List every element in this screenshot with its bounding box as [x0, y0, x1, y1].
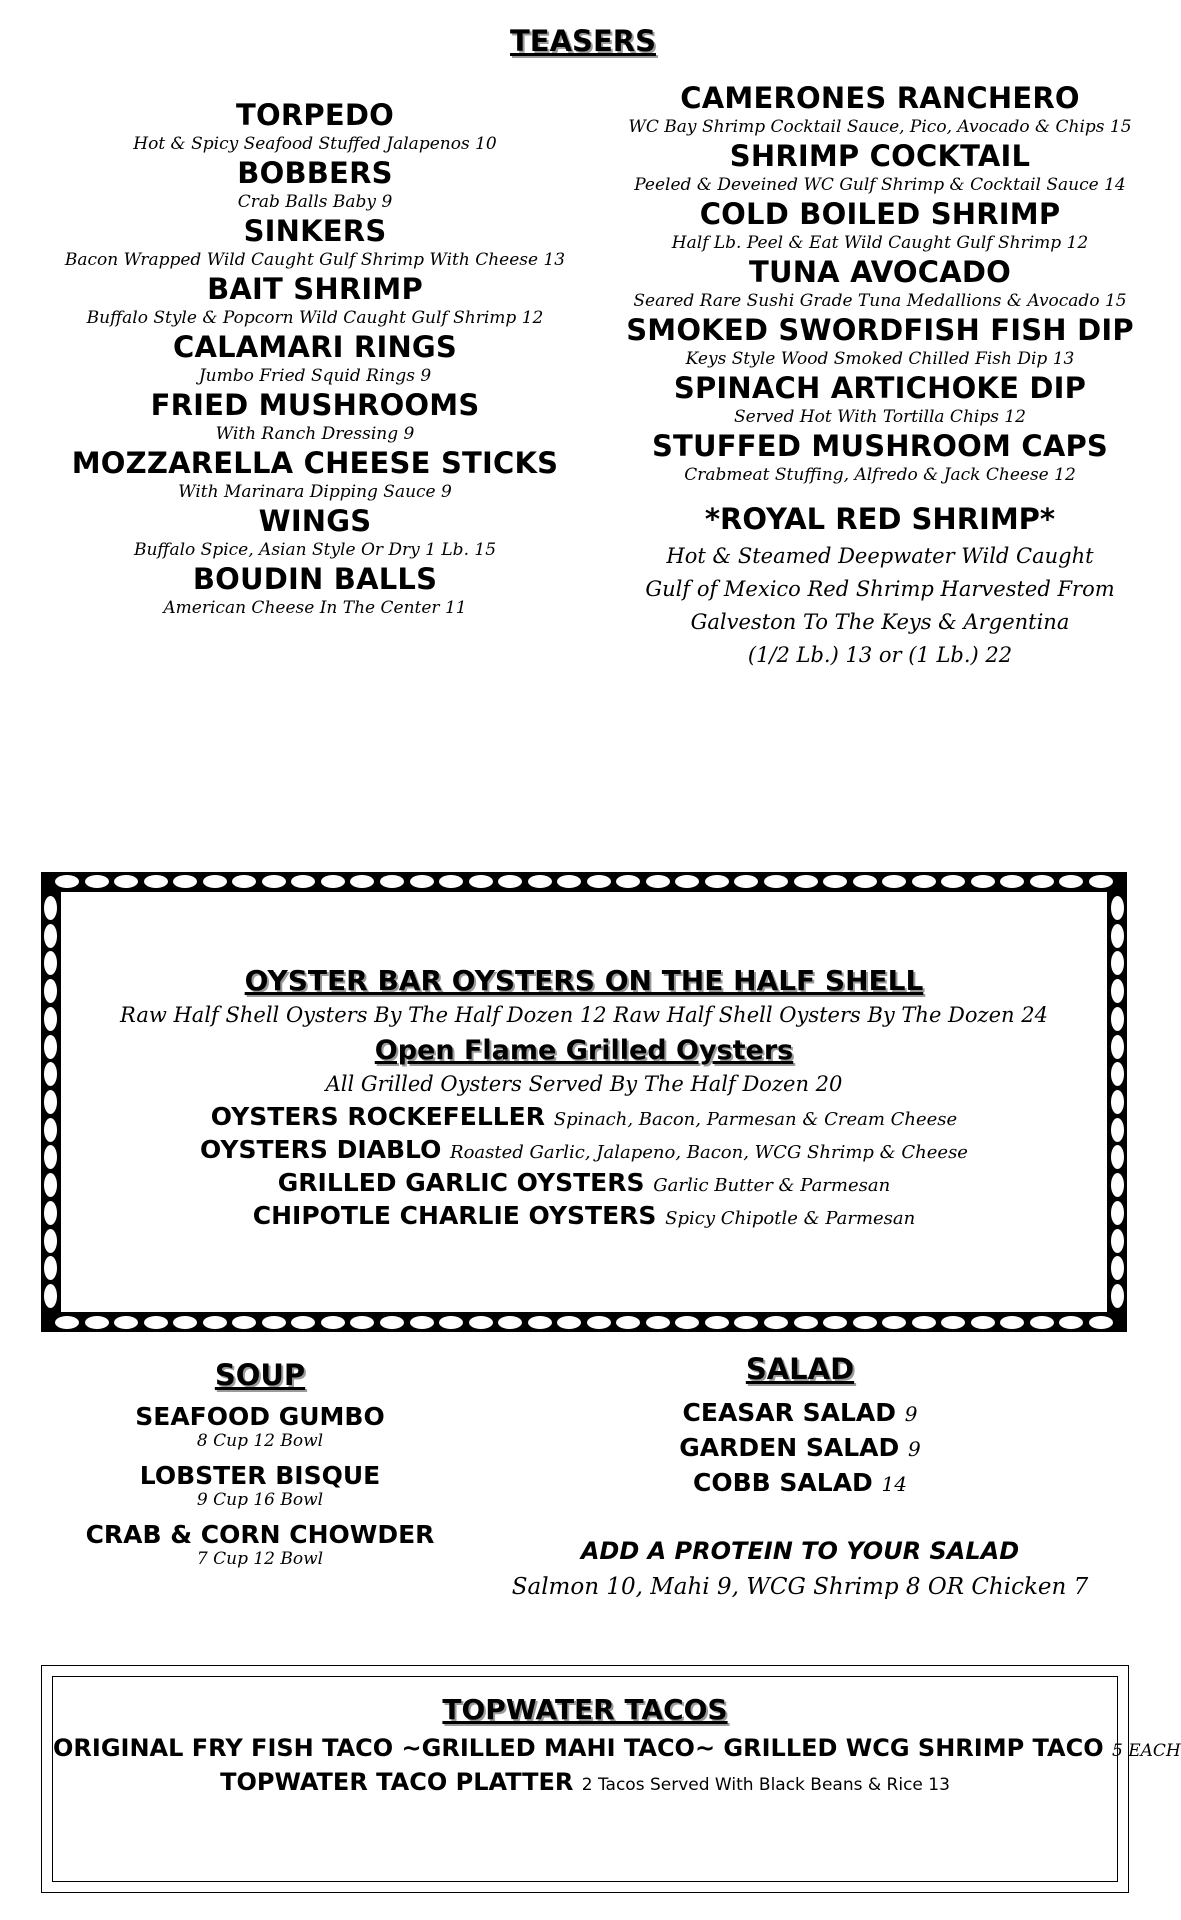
royal-red-section	[590, 502, 1170, 672]
border-dot	[85, 875, 109, 888]
border-dot	[350, 875, 374, 888]
border-dot	[380, 875, 404, 888]
border-dot	[823, 875, 847, 888]
menu-item-name: WINGS	[258, 504, 372, 538]
royal-red-line: (1/2 Lb.) 13 or (1 Lb.) 22	[747, 643, 1013, 667]
menu-item	[25, 271, 605, 329]
oyster-item	[61, 1201, 1107, 1230]
border-dot	[764, 1316, 788, 1329]
border-dot	[44, 1284, 57, 1308]
oyster-bar-frame	[41, 872, 1127, 1332]
menu-item-name: MOZZARELLA CHEESE STICKS	[71, 446, 559, 480]
border-dot	[114, 1316, 138, 1329]
menu-item-name: STUFFED MUSHROOM CAPS	[651, 429, 1109, 463]
menu-item-desc: Seared Rare Sushi Grade Tuna Medallions & Avocado 15	[633, 291, 1127, 311]
menu-item	[590, 196, 1170, 254]
border-dot	[823, 1316, 847, 1329]
menu-item	[25, 445, 605, 503]
border-dot	[587, 875, 611, 888]
soup-item-name: SEAFOOD GUMBO	[135, 1402, 385, 1431]
border-dot	[44, 979, 57, 1003]
oyster-item-name: CHIPOTLE CHARLIE OYSTERS	[252, 1201, 657, 1230]
tacos-frame	[41, 1665, 1181, 1893]
oyster-bar-panel	[61, 892, 1107, 1312]
border-dot	[321, 875, 345, 888]
soup-item	[60, 1520, 460, 1569]
royal-red-line: Gulf of Mexico Red Shrimp Harvested From	[645, 577, 1115, 601]
royal-red-title: *ROYAL RED SHRIMP*	[704, 502, 1056, 536]
teasers-title: TEASERS	[510, 24, 656, 58]
border-dot	[1111, 1256, 1124, 1280]
border-dot	[55, 875, 79, 888]
salad-item-name: CEASAR SALAD	[682, 1398, 896, 1427]
menu-item	[590, 370, 1170, 428]
border-dot	[528, 875, 552, 888]
border-dot	[44, 1256, 57, 1280]
border-dot	[882, 1316, 906, 1329]
border-dot	[1111, 979, 1124, 1003]
border-dot	[1111, 1145, 1124, 1169]
border-dot	[557, 1316, 581, 1329]
border-dot	[1111, 1201, 1124, 1225]
menu-item	[590, 428, 1170, 486]
border-dot	[912, 875, 936, 888]
menu-item	[25, 213, 605, 271]
border-dot	[173, 1316, 197, 1329]
border-dot	[1000, 875, 1024, 888]
menu-item-desc: WC Bay Shrimp Cocktail Sauce, Pico, Avocado & Chips 15	[628, 117, 1132, 137]
border-dot	[1111, 1229, 1124, 1253]
protein-line: Salmon 10, Mahi 9, WCG Shrimp 8 OR Chicken 7	[511, 1574, 1089, 1600]
menu-item	[590, 254, 1170, 312]
border-dot	[144, 875, 168, 888]
menu-item-name: CALAMARI RINGS	[172, 330, 458, 364]
salad-item-name: GARDEN SALAD	[679, 1433, 900, 1462]
border-dot	[734, 875, 758, 888]
soup-title: SOUP	[214, 1358, 306, 1392]
border-dot	[941, 875, 965, 888]
menu-item-desc: American Cheese In The Center 11	[163, 598, 467, 618]
salad-title: SALAD	[745, 1352, 855, 1386]
border-dot	[114, 875, 138, 888]
border-dot	[469, 875, 493, 888]
border-dot	[410, 875, 434, 888]
menu-item-name: BOUDIN BALLS	[192, 562, 438, 596]
menu-item-desc: With Marinara Dipping Sauce 9	[178, 482, 452, 502]
border-dot	[646, 875, 670, 888]
royal-red-line: Hot & Steamed Deepwater Wild Caught	[666, 544, 1094, 568]
menu-item-name: SHRIMP COCKTAIL	[729, 139, 1031, 173]
soup-section	[60, 1358, 460, 1579]
tacos-panel	[52, 1676, 1181, 1882]
menu-item	[25, 387, 605, 445]
menu-item-name: SMOKED SWORDFISH FISH DIP	[626, 313, 1134, 347]
menu-item-name: COLD BOILED SHRIMP	[699, 197, 1061, 231]
border-dot	[646, 1316, 670, 1329]
border-dot	[1111, 951, 1124, 975]
salad-item	[500, 1398, 1100, 1427]
border-dot	[1111, 1173, 1124, 1197]
soup-item-desc: 8 Cup 12 Bowl	[196, 1431, 324, 1451]
border-dot	[203, 875, 227, 888]
menu-item	[25, 329, 605, 387]
border-dot	[85, 1316, 109, 1329]
menu-item-name: CAMERONES RANCHERO	[680, 81, 1080, 115]
protein-title: ADD A PROTEIN TO YOUR SALAD	[580, 1537, 1020, 1565]
border-dot	[262, 875, 286, 888]
border-dot	[1089, 1316, 1113, 1329]
border-dot	[1111, 924, 1124, 948]
border-dot	[557, 875, 581, 888]
border-dot	[1111, 1284, 1124, 1308]
border-dot	[1111, 1062, 1124, 1086]
menu-item-desc: Crabmeat Stuffing, Alfredo & Jack Cheese 12	[684, 465, 1076, 485]
border-dot	[144, 1316, 168, 1329]
border-dot	[173, 875, 197, 888]
menu-item-desc: Hot & Spicy Seafood Stuffed Jalapenos 10	[133, 134, 497, 154]
menu-item-name: TUNA AVOCADO	[748, 255, 1012, 289]
menu-item-name: BOBBERS	[237, 156, 393, 190]
border-dot	[1059, 875, 1083, 888]
border-dot	[1030, 1316, 1054, 1329]
border-dot	[675, 1316, 699, 1329]
oyster-item	[61, 1102, 1107, 1131]
border-dot	[321, 1316, 345, 1329]
border-dot	[44, 1062, 57, 1086]
border-dot	[705, 875, 729, 888]
border-dot	[1111, 896, 1124, 920]
menu-item-desc: Crab Balls Baby 9	[237, 192, 393, 212]
oyster-item-desc: Spinach, Bacon, Parmesan & Cream Cheese	[553, 1109, 958, 1130]
taco-platter-name: TOPWATER TACO PLATTER	[220, 1768, 574, 1796]
border-dot	[44, 924, 57, 948]
soup-item-desc: 7 Cup 12 Bowl	[196, 1549, 324, 1569]
salad-item-price: 14	[881, 1472, 907, 1496]
menu-item-name: TORPEDO	[236, 98, 394, 132]
menu-item	[25, 155, 605, 213]
soup-item	[60, 1402, 460, 1451]
border-dot	[410, 1316, 434, 1329]
oyster-item-name: GRILLED GARLIC OYSTERS	[277, 1168, 645, 1197]
salad-item-name: COBB SALAD	[693, 1468, 873, 1497]
border-dot	[44, 1118, 57, 1142]
border-dot	[587, 1316, 611, 1329]
border-dot	[498, 1316, 522, 1329]
border-dot	[971, 875, 995, 888]
menu-item-name: BAIT SHRIMP	[207, 272, 423, 306]
soup-item-desc: 9 Cup 16 Bowl	[196, 1490, 324, 1510]
taco-platter-line	[53, 1768, 1117, 1796]
oyster-bar-title: OYSTER BAR OYSTERS ON THE HALF SHELL	[244, 964, 924, 997]
border-dot	[232, 1316, 256, 1329]
menu-item-desc: Jumbo Fried Squid Rings 9	[198, 366, 432, 386]
border-dot	[439, 875, 463, 888]
salad-item-price: 9	[904, 1402, 918, 1426]
border-dot	[44, 1145, 57, 1169]
border-dot	[705, 1316, 729, 1329]
border-dot	[941, 1316, 965, 1329]
border-dot	[853, 875, 877, 888]
raw-oysters-line: Raw Half Shell Oysters By The Half Dozen 12 Raw Half Shell Oysters By The Dozen 24	[120, 1003, 1048, 1027]
tacos-title: TOPWATER TACOS	[442, 1693, 728, 1726]
tacos-types: ORIGINAL FRY FISH TACO ~GRILLED MAHI TACO~ GRILLED WCG SHRIMP TACO	[53, 1734, 1104, 1762]
border-dot	[44, 1090, 57, 1114]
menu-item-desc: With Ranch Dressing 9	[215, 424, 415, 444]
oyster-item-name: OYSTERS DIABLO	[200, 1135, 442, 1164]
border-dot	[616, 1316, 640, 1329]
border-dot	[44, 896, 57, 920]
oyster-item-desc: Roasted Garlic, Jalapeno, Bacon, WCG Shrimp & Cheese	[450, 1142, 968, 1163]
salad-section	[500, 1352, 1100, 1604]
border-dot	[734, 1316, 758, 1329]
menu-item-desc: Keys Style Wood Smoked Chilled Fish Dip 13	[685, 349, 1075, 369]
border-dot	[55, 1316, 79, 1329]
grilled-oysters-note: All Grilled Oysters Served By The Half Dozen 20	[325, 1072, 843, 1096]
border-dot	[44, 1229, 57, 1253]
menu-item-desc: Buffalo Style & Popcorn Wild Caught Gulf Shrimp 12	[86, 308, 544, 328]
menu-item	[590, 138, 1170, 196]
soup-item	[60, 1461, 460, 1510]
border-dot	[794, 875, 818, 888]
border-dot	[350, 1316, 374, 1329]
menu-item-name: FRIED MUSHROOMS	[150, 388, 480, 422]
royal-red-line: Galveston To The Keys & Argentina	[690, 610, 1070, 634]
border-dot	[291, 875, 315, 888]
border-dot	[1089, 875, 1113, 888]
oyster-item-desc: Garlic Butter & Parmesan	[653, 1175, 891, 1196]
border-dot	[616, 875, 640, 888]
menu-item-desc: Served Hot With Tortilla Chips 12	[734, 407, 1026, 427]
border-dot	[44, 1201, 57, 1225]
menu-item	[590, 312, 1170, 370]
border-dot	[44, 951, 57, 975]
oyster-item	[61, 1135, 1107, 1164]
border-dot	[853, 1316, 877, 1329]
menu-item	[25, 97, 605, 155]
menu-item	[25, 561, 605, 619]
tacos-price: 5 EACH	[1112, 1741, 1181, 1761]
menu-item-desc: Half Lb. Peel & Eat Wild Caught Gulf Shrimp 12	[671, 233, 1089, 253]
oyster-item-desc: Spicy Chipotle & Parmesan	[665, 1208, 916, 1229]
menu-item-desc: Peeled & Deveined WC Gulf Shrimp & Cocktail Sauce 14	[634, 175, 1126, 195]
tacos-line	[53, 1734, 1181, 1762]
soup-item-name: CRAB & CORN CHOWDER	[85, 1520, 435, 1549]
teasers-left-column	[25, 97, 605, 619]
border-dot	[1111, 1035, 1124, 1059]
border-dot	[262, 1316, 286, 1329]
salad-item	[500, 1468, 1100, 1497]
menu-item	[590, 80, 1170, 138]
border-dot	[794, 1316, 818, 1329]
teasers-right-column	[590, 80, 1170, 672]
menu-item-desc: Buffalo Spice, Asian Style Or Dry 1 Lb. 15	[133, 540, 497, 560]
border-dot	[971, 1316, 995, 1329]
menu-item	[25, 503, 605, 561]
oyster-item	[61, 1168, 1107, 1197]
taco-platter-desc: 2 Tacos Served With Black Beans & Rice 13	[581, 1775, 950, 1795]
border-dot	[291, 1316, 315, 1329]
border-dot	[912, 1316, 936, 1329]
border-dot	[1111, 1007, 1124, 1031]
border-dot	[44, 1035, 57, 1059]
menu-item-name: SINKERS	[243, 214, 387, 248]
border-dot	[764, 875, 788, 888]
border-dot	[380, 1316, 404, 1329]
border-dot	[1030, 875, 1054, 888]
border-dot	[882, 875, 906, 888]
border-dot	[232, 875, 256, 888]
grilled-oysters-title: Open Flame Grilled Oysters	[374, 1035, 794, 1066]
border-dot	[44, 1007, 57, 1031]
border-dot	[1059, 1316, 1083, 1329]
border-dot	[203, 1316, 227, 1329]
border-dot	[498, 875, 522, 888]
oyster-item-name: OYSTERS ROCKEFELLER	[210, 1102, 546, 1131]
salad-item-price: 9	[907, 1437, 921, 1461]
salad-item	[500, 1433, 1100, 1462]
soup-item-name: LOBSTER BISQUE	[139, 1461, 381, 1490]
menu-item-desc: Bacon Wrapped Wild Caught Gulf Shrimp With Cheese 13	[64, 250, 566, 270]
border-dot	[1000, 1316, 1024, 1329]
border-dot	[44, 1173, 57, 1197]
border-dot	[675, 875, 699, 888]
border-dot	[528, 1316, 552, 1329]
menu-item-name: SPINACH ARTICHOKE DIP	[673, 371, 1087, 405]
border-dot	[1111, 1090, 1124, 1114]
border-dot	[469, 1316, 493, 1329]
border-dot	[1111, 1118, 1124, 1142]
border-dot	[439, 1316, 463, 1329]
